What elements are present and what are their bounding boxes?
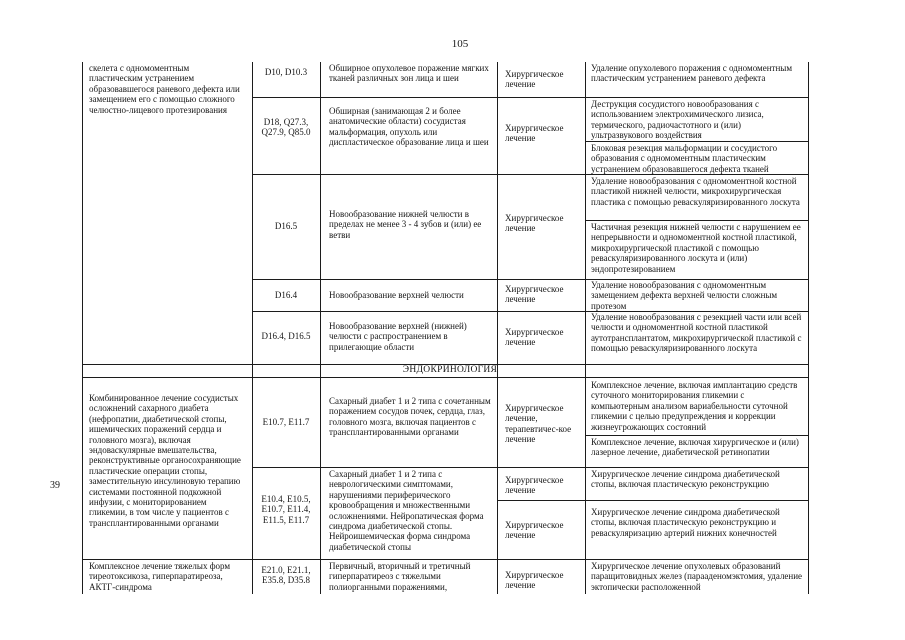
patient-model: Сахарный диабет 1 и 2 типа с неврологическими симптомами, нарушениями периферического кровообращения и множественными осложнениями. Нейропатическая форма синдрома диабетической стопы. Нейроишемическая форма синдрома диабетической стопы: [329, 469, 484, 552]
icd-codes: E21.0, E21.1, E35.8, D35.8: [261, 565, 311, 586]
treatment-type: Хирургическое лечение: [505, 327, 564, 348]
treatment-type: Хирургическое лечение, терапевтичес-кое лечение: [505, 403, 572, 445]
treatment-type: Хирургическое лечение: [505, 284, 564, 305]
treatment-type: Хирургическое лечение: [505, 69, 564, 90]
icd-codes: E10.7, E11.7: [262, 417, 310, 427]
treatment-method: Деструкция сосудистого новообразования с использованием электрохимического лизиса, термического, радиочастотного и (или) ультразвукового воздействия: [591, 99, 764, 141]
procedure-name: скелета с одномоментным пластическим устранением образовавшегося раневого дефекта или замещением его с помощью сложного челюстно-лицевого протезирования: [89, 63, 240, 115]
treatment-method: Частичная резекция нижней челюсти с нарушением ее непрерывности и одномоментной костной пластикой, микрохирургической пластикой с помощью реваскуляризированного лоскута и (или) эндопротезированием: [591, 222, 801, 274]
procedure-name: Комбинированное лечение сосудистых осложнений сахарного диабета (нефропатии, диабетической стопы, ишемических поражений сердца и головного мозга), включая эндоваскулярные вмешательства, реконструктивные органосохраняющие пластические операции стопы, заместительную инсулиновую терапию системами постоянной подкожной инфузии, с мониторированием гликемии, в том числе у пациентов с трансплантированными органами: [89, 393, 241, 528]
treatment-method: Удаление новообразования с резекцией части или всей челюсти и одномоментной костной пластикой аутотрансплантатом, микрохирургической пластикой с помощью реваскуляризированного лоскута: [591, 312, 802, 354]
patient-model: Новообразование нижней челюсти в пределах не менее 3 - 4 зубов и (или) ее ветви: [329, 209, 482, 240]
item-number: 39: [50, 480, 60, 491]
patient-model: Сахарный диабет 1 и 2 типа с сочетанным поражением сосудов почек, сердца, глаз, головного мозга, включая пациентов с трансплантированными органами: [329, 396, 491, 438]
patient-model: Обширная (занимающая 2 и более анатомические области) сосудистая мальформация, опухоль или диспластическое образование лица и шеи: [329, 106, 489, 148]
treatment-method: Хирургическое лечение синдрома диабетической стопы, включая пластическую реконструкцию и реваскуляризацию артерий нижних конечностей: [591, 507, 780, 538]
treatment-method: Удаление опухолевого поражения с одномоментным пластическим устранением раневого дефекта: [591, 63, 793, 84]
patient-model: Обширное опухолевое поражение мягких тканей различных зон лица и шеи: [329, 63, 489, 84]
icd-codes: D16.4, D16.5: [261, 331, 311, 341]
treatment-method: Хирургическое лечение синдрома диабетической стопы, включая пластическую реконструкцию: [591, 469, 780, 490]
treatment-type: Хирургическое лечение: [505, 475, 564, 496]
section-title: ЭНДОКРИНОЛОГИЯ: [402, 365, 498, 375]
patient-model: Новообразование верхней челюсти: [329, 290, 464, 300]
treatment-method: Комплексное лечение, включая имплантацию средств суточного мониторирования гликемии с компьютерным анализом вариабельности суточной гликемии с целью предупреждения и коррекции жизнеугрожающих состояний: [591, 380, 798, 432]
treatment-type: Хирургическое лечение: [505, 520, 564, 541]
treatment-type: Хирургическое лечение: [505, 213, 564, 234]
icd-codes: D16.4: [274, 290, 298, 300]
treatment-method: Удаление новообразования с одномоментной костной пластикой нижней челюсти, микрохирургическая пластика с помощью реваскуляризированного лоскута: [591, 176, 800, 207]
treatment-method: Хирургическое лечение опухолевых образований паращитовидных желез (парааденомэктомия, удаление эктопически расположенной: [591, 561, 803, 592]
patient-model: Новообразование верхней (нижней) челюсти с распространением в прилегающие области: [329, 321, 467, 352]
treatment-type: Хирургическое лечение: [505, 570, 564, 591]
icd-codes: E10.4, E10.5, E10.7, E11.4, E11.5, E11.7: [261, 494, 311, 525]
treatment-method: Удаление новообразования с одномоментным замещением дефекта верхней челюсти сложным протезом: [591, 280, 778, 311]
procedure-name: Комплексное лечение тяжелых форм тиреотоксикоза, гиперпаратиреоза, АКТГ-синдрома: [89, 561, 231, 592]
treatment-type: Хирургическое лечение: [505, 123, 564, 144]
icd-codes: D18, Q27.3, Q27.9, Q85.0: [261, 117, 311, 138]
page-number: 105: [451, 38, 469, 50]
treatment-method: Блоковая резекция мальформации и сосудистого образования с одномоментным пластическим устранением образовавшегося дефекта тканей: [591, 143, 778, 174]
patient-model: Первичный, вторичный и третичный гиперпаратиреоз с тяжелыми полиорганными поражениями,: [329, 561, 471, 592]
icd-codes: D10, D10.3: [264, 67, 308, 77]
icd-codes: D16.5: [274, 221, 298, 231]
treatment-method: Комплексное лечение, включая хирургическое и (или) лазерное лечение, диабетической ретинопатии: [591, 437, 799, 458]
